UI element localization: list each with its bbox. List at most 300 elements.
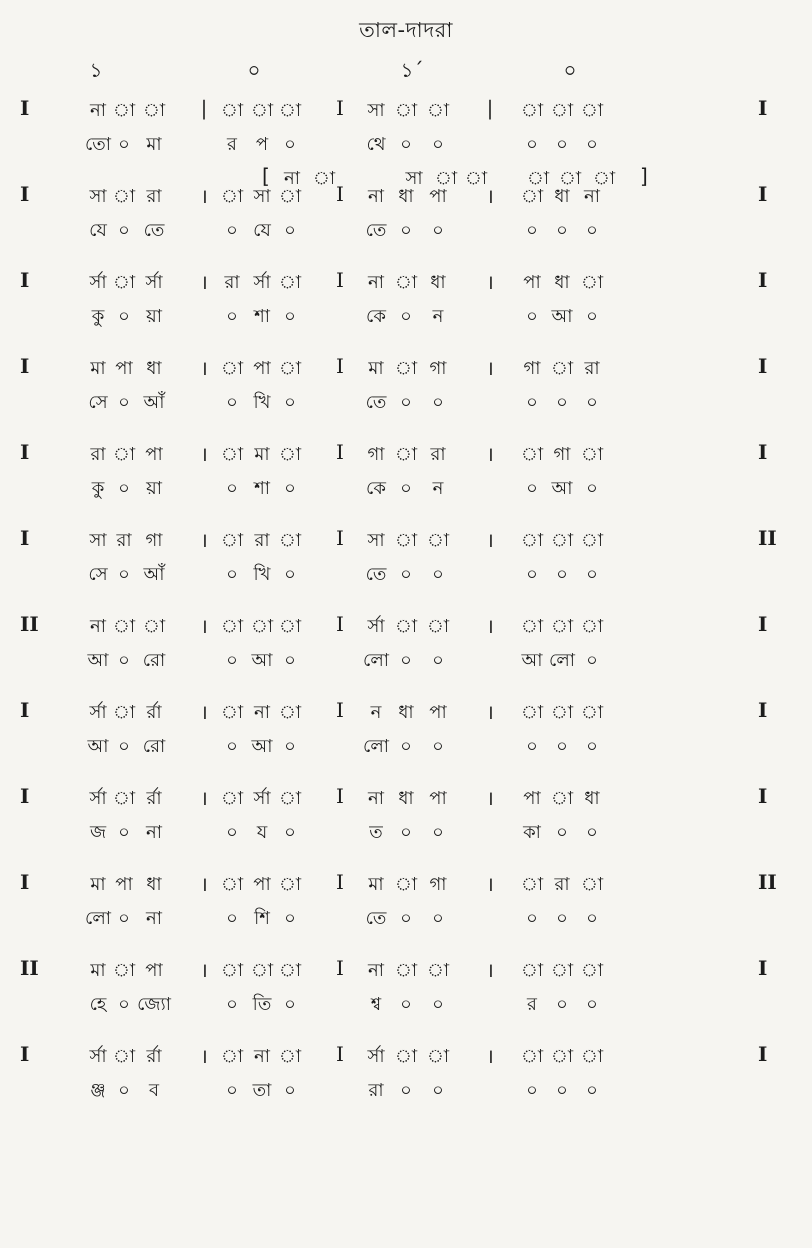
note-cell: া xyxy=(550,1046,574,1067)
lyric-cell: য xyxy=(256,822,268,843)
bar-line: I xyxy=(336,870,344,894)
lyric-cell: ০ xyxy=(432,822,444,843)
bar-line: I xyxy=(336,526,344,550)
note-cell: া xyxy=(520,444,544,465)
lyric-cell: তে xyxy=(365,392,387,413)
lyric-cell: ০ xyxy=(586,650,598,671)
note-cell: া xyxy=(278,874,302,895)
note-cell: া xyxy=(250,960,274,981)
note-cell: না xyxy=(90,100,106,121)
lyric-cell: ০ xyxy=(400,564,412,585)
lyric-cell: ০ xyxy=(556,564,568,585)
note-cell: া xyxy=(220,788,244,809)
note-cell: া xyxy=(394,616,418,637)
lyric-cell: শ্ব xyxy=(370,994,382,1015)
lyric-cell: ০ xyxy=(284,134,296,155)
bar-line: । xyxy=(200,958,208,982)
note-cell: র্সা xyxy=(253,788,271,809)
note-cell: া xyxy=(142,616,166,637)
note-cell: সা xyxy=(367,530,385,551)
lyric-cell: ০ xyxy=(284,994,296,1015)
lyric-cell: থে xyxy=(366,134,386,155)
lyric-cell: ০ xyxy=(118,564,130,585)
note-cell: মা xyxy=(368,874,384,895)
note-cell: গা xyxy=(553,444,571,465)
note-cell: া xyxy=(426,100,450,121)
notation-block xyxy=(0,956,812,1042)
lyric-cell: লো xyxy=(363,736,389,757)
note-cell: ধা xyxy=(554,272,570,293)
bar-line: । xyxy=(200,786,208,810)
bar-line: I xyxy=(336,440,344,464)
note-cell: া xyxy=(394,960,418,981)
lyric-cell: তে xyxy=(365,908,387,929)
lyric-cell: ০ xyxy=(284,478,296,499)
notation-block xyxy=(0,526,812,612)
note-cell: ধা xyxy=(146,874,162,895)
note-cell: া xyxy=(112,702,136,723)
note-cell: র্সা xyxy=(253,272,271,293)
bar-line: । xyxy=(486,614,494,638)
lyric-cell: ০ xyxy=(526,478,538,499)
note-cell: া xyxy=(520,702,544,723)
bar-line: । xyxy=(200,872,208,896)
lyric-cell: ০ xyxy=(526,306,538,327)
note-cell: া xyxy=(250,616,274,637)
lyric-cell: আঁ xyxy=(143,564,165,585)
bar-line: I xyxy=(336,784,344,808)
lyric-cell: ব xyxy=(148,1080,160,1101)
lyric-cell: আ xyxy=(251,650,273,671)
lyric-cell: ০ xyxy=(118,392,130,413)
alt-note-cell: া xyxy=(558,168,582,189)
note-cell: া xyxy=(550,358,574,379)
note-cell: পা xyxy=(523,788,541,809)
note-cell: রা xyxy=(146,186,162,207)
lyric-cell: ০ xyxy=(400,306,412,327)
note-cell: া xyxy=(520,530,544,551)
note-cell: র্রা xyxy=(146,702,162,723)
lyric-cell: ০ xyxy=(284,736,296,757)
tala-mark: ০ xyxy=(247,58,261,82)
bar-line: । xyxy=(486,356,494,380)
block-start-bar: II xyxy=(20,612,39,636)
bar-line: । xyxy=(486,270,494,294)
alt-note-cell: া xyxy=(592,168,616,189)
lyric-cell: লো xyxy=(363,650,389,671)
note-cell: সা xyxy=(253,186,271,207)
lyric-cell: ০ xyxy=(432,134,444,155)
note-cell: া xyxy=(550,616,574,637)
alt-note-cell: সা xyxy=(405,168,423,189)
lyric-cell: রো xyxy=(142,736,166,757)
lyric-cell: ০ xyxy=(432,1080,444,1101)
note-cell: া xyxy=(426,960,450,981)
lyric-cell: ০ xyxy=(400,478,412,499)
note-cell: না xyxy=(90,616,106,637)
lyric-cell: ০ xyxy=(226,736,238,757)
note-cell: র্সা xyxy=(145,272,163,293)
bar-line: I xyxy=(336,1042,344,1066)
note-cell: া xyxy=(112,444,136,465)
note-cell: া xyxy=(520,616,544,637)
bar-line: । xyxy=(486,528,494,552)
note-cell: গা xyxy=(523,358,541,379)
note-cell: া xyxy=(112,788,136,809)
note-cell: া xyxy=(220,616,244,637)
note-cell: া xyxy=(278,616,302,637)
block-start-bar: I xyxy=(20,698,30,722)
note-cell: পা xyxy=(253,358,271,379)
lyric-cell: ০ xyxy=(118,220,130,241)
lyric-cell: খি xyxy=(253,392,271,413)
lyric-cell: সে xyxy=(88,392,108,413)
note-cell: ধা xyxy=(398,702,414,723)
lyric-cell: ০ xyxy=(586,1080,598,1101)
note-cell: রা xyxy=(224,272,240,293)
lyric-cell: ০ xyxy=(118,1080,130,1101)
note-cell: সা xyxy=(367,100,385,121)
note-cell: া xyxy=(220,702,244,723)
lyric-cell: ০ xyxy=(284,306,296,327)
notation-block xyxy=(0,354,812,440)
lyric-cell: ০ xyxy=(586,994,598,1015)
lyric-cell: ০ xyxy=(226,478,238,499)
lyric-cell: ০ xyxy=(432,564,444,585)
lyric-cell: রা xyxy=(368,1080,384,1101)
lyric-cell: আ xyxy=(87,650,109,671)
lyric-cell: ০ xyxy=(226,306,238,327)
lyric-cell: ০ xyxy=(400,134,412,155)
tala-mark: ০ xyxy=(563,58,577,82)
bar-line: I xyxy=(336,698,344,722)
lyric-cell: র xyxy=(527,994,537,1015)
note-cell: ধা xyxy=(398,186,414,207)
note-cell: না xyxy=(584,186,600,207)
lyric-cell: ০ xyxy=(284,908,296,929)
lyric-cell: ০ xyxy=(118,822,130,843)
lyric-cell: ০ xyxy=(526,564,538,585)
lyric-cell: ০ xyxy=(586,564,598,585)
lyric-cell: হে xyxy=(89,994,107,1015)
block-end-bar: II xyxy=(758,526,777,550)
lyric-cell: ০ xyxy=(400,220,412,241)
notation-block xyxy=(0,182,812,268)
lyric-cell: ০ xyxy=(432,220,444,241)
alt-bracket: ] xyxy=(640,164,648,188)
notation-block xyxy=(0,698,812,784)
lyric-cell: ০ xyxy=(586,306,598,327)
page-title: তাল-দাদরা xyxy=(359,18,453,42)
lyric-cell: যে xyxy=(253,220,271,241)
note-cell: া xyxy=(394,530,418,551)
lyric-cell: লো xyxy=(549,650,575,671)
bar-line: । xyxy=(486,184,494,208)
lyric-cell: যে xyxy=(89,220,107,241)
lyric-cell: তো xyxy=(84,134,112,155)
lyric-cell: ০ xyxy=(586,392,598,413)
note-cell: া xyxy=(220,186,244,207)
lyric-cell: লো xyxy=(85,908,111,929)
note-cell: পা xyxy=(115,874,133,895)
lyric-cell: ০ xyxy=(400,994,412,1015)
lyric-cell: ০ xyxy=(526,134,538,155)
bar-line: । xyxy=(200,1044,208,1068)
note-cell: া xyxy=(394,100,418,121)
bar-line: | xyxy=(486,96,494,120)
lyric-cell: তে xyxy=(365,220,387,241)
note-cell: গা xyxy=(367,444,385,465)
lyric-cell: আঁ xyxy=(143,392,165,413)
lyric-cell: না xyxy=(146,822,162,843)
lyric-cell: রো xyxy=(142,650,166,671)
note-cell: া xyxy=(112,616,136,637)
bar-line: । xyxy=(200,614,208,638)
note-cell: পা xyxy=(429,788,447,809)
bar-line: I xyxy=(336,96,344,120)
block-start-bar: I xyxy=(20,354,30,378)
lyric-cell: ০ xyxy=(118,908,130,929)
note-cell: া xyxy=(220,358,244,379)
bar-line: I xyxy=(336,354,344,378)
lyric-cell: ০ xyxy=(526,908,538,929)
lyric-cell: কু xyxy=(91,306,105,327)
note-cell: া xyxy=(220,960,244,981)
note-cell: া xyxy=(278,788,302,809)
lyric-cell: ০ xyxy=(556,1080,568,1101)
note-cell: া xyxy=(550,530,574,551)
lyric-cell: তে xyxy=(143,220,165,241)
lyric-cell: ত xyxy=(369,822,383,843)
tala-mark: ১ xyxy=(89,58,103,82)
note-cell: া xyxy=(550,788,574,809)
lyric-cell: জ্যো xyxy=(137,994,171,1015)
note-cell: ধা xyxy=(554,186,570,207)
lyric-cell: শি xyxy=(254,908,270,929)
block-end-bar: I xyxy=(758,440,768,464)
note-cell: া xyxy=(520,186,544,207)
lyric-cell: ০ xyxy=(118,306,130,327)
lyric-cell: ০ xyxy=(556,994,568,1015)
note-cell: পা xyxy=(429,186,447,207)
lyric-cell: ০ xyxy=(226,220,238,241)
lyric-cell: ০ xyxy=(556,822,568,843)
lyric-cell: ০ xyxy=(118,994,130,1015)
bar-line: । xyxy=(486,872,494,896)
notation-block xyxy=(0,268,812,354)
alt-note-cell: া xyxy=(312,168,336,189)
lyric-cell: ০ xyxy=(586,908,598,929)
note-cell: া xyxy=(394,444,418,465)
block-start-bar: I xyxy=(20,182,30,206)
blank-margin xyxy=(0,1150,812,1248)
notation-block xyxy=(0,784,812,870)
note-cell: া xyxy=(550,702,574,723)
alt-note-cell: া xyxy=(526,168,550,189)
note-cell: া xyxy=(220,444,244,465)
lyric-cell: কা xyxy=(523,822,541,843)
bar-line: I xyxy=(336,956,344,980)
block-end-bar: I xyxy=(758,784,768,808)
lyric-cell: ০ xyxy=(226,822,238,843)
tala-mark: ১´ xyxy=(400,58,424,82)
lyric-cell: ঞ্জ xyxy=(90,1080,106,1101)
lyric-cell: তা xyxy=(252,1080,272,1101)
bar-line: । xyxy=(486,700,494,724)
note-cell: পা xyxy=(429,702,447,723)
bar-line: । xyxy=(200,442,208,466)
bar-line: । xyxy=(200,356,208,380)
notation-block xyxy=(0,96,812,189)
note-cell: া xyxy=(278,530,302,551)
lyric-cell: ০ xyxy=(400,650,412,671)
note-cell: ধা xyxy=(430,272,446,293)
note-cell: া xyxy=(520,100,544,121)
note-cell: া xyxy=(426,616,450,637)
note-cell: া xyxy=(580,530,604,551)
alt-note-cell: না xyxy=(284,168,300,189)
note-cell: া xyxy=(520,874,544,895)
bar-line: I xyxy=(336,268,344,292)
block-end-bar: I xyxy=(758,698,768,722)
lyric-cell: ০ xyxy=(586,822,598,843)
note-cell: র্সা xyxy=(89,1046,107,1067)
lyric-cell: ০ xyxy=(432,908,444,929)
note-cell: গা xyxy=(145,530,163,551)
note-cell: া xyxy=(278,1046,302,1067)
lyric-cell: য়া xyxy=(146,306,162,327)
note-cell: গা xyxy=(429,358,447,379)
note-cell: পা xyxy=(115,358,133,379)
block-start-bar: I xyxy=(20,96,30,120)
lyric-cell: তি xyxy=(252,994,272,1015)
lyric-cell: ০ xyxy=(432,650,444,671)
lyric-cell: ০ xyxy=(556,392,568,413)
bar-line: । xyxy=(486,1044,494,1068)
note-cell: রা xyxy=(554,874,570,895)
note-cell: মা xyxy=(368,358,384,379)
note-cell: া xyxy=(394,272,418,293)
lyric-cell: ০ xyxy=(226,564,238,585)
block-start-bar: I xyxy=(20,440,30,464)
note-cell: া xyxy=(220,1046,244,1067)
lyric-cell: ০ xyxy=(400,1080,412,1101)
lyric-cell: ০ xyxy=(586,220,598,241)
lyric-cell: ০ xyxy=(526,736,538,757)
note-cell: র্রা xyxy=(146,788,162,809)
lyric-cell: ন xyxy=(432,306,444,327)
lyric-cell: ০ xyxy=(432,392,444,413)
note-cell: া xyxy=(550,960,574,981)
lyric-cell: ০ xyxy=(556,220,568,241)
block-start-bar: I xyxy=(20,526,30,550)
lyric-cell: প xyxy=(255,134,269,155)
bar-line: । xyxy=(486,958,494,982)
lyric-cell: তে xyxy=(365,564,387,585)
notation-block xyxy=(0,1042,812,1128)
lyric-cell: শা xyxy=(254,478,270,499)
note-cell: া xyxy=(142,100,166,121)
note-cell: পা xyxy=(145,444,163,465)
note-cell: সা xyxy=(89,530,107,551)
lyric-cell: আ xyxy=(251,736,273,757)
lyric-cell: ০ xyxy=(118,736,130,757)
note-cell: া xyxy=(112,960,136,981)
note-cell: া xyxy=(250,100,274,121)
note-cell: া xyxy=(278,702,302,723)
note-cell: ধা xyxy=(398,788,414,809)
note-cell: র্সা xyxy=(89,272,107,293)
block-end-bar: I xyxy=(758,354,768,378)
lyric-cell: আ xyxy=(551,306,573,327)
lyric-cell: ০ xyxy=(400,822,412,843)
note-cell: গা xyxy=(429,874,447,895)
lyric-cell: ০ xyxy=(432,736,444,757)
note-cell: া xyxy=(580,272,604,293)
block-end-bar: I xyxy=(758,182,768,206)
note-cell: ধা xyxy=(584,788,600,809)
lyric-cell: র xyxy=(227,134,237,155)
lyric-cell: জ xyxy=(89,822,107,843)
note-cell: া xyxy=(278,100,302,121)
block-end-bar: I xyxy=(758,1042,768,1066)
note-cell: না xyxy=(368,272,384,293)
lyric-cell: ০ xyxy=(400,736,412,757)
note-cell: া xyxy=(278,358,302,379)
block-end-bar: I xyxy=(758,956,768,980)
alt-bracket: [ xyxy=(262,164,270,188)
note-cell: া xyxy=(220,874,244,895)
lyric-cell: আ xyxy=(521,650,543,671)
note-cell: র্সা xyxy=(367,1046,385,1067)
note-cell: মা xyxy=(90,874,106,895)
note-cell: পা xyxy=(253,874,271,895)
alt-note-cell: া xyxy=(434,168,458,189)
note-cell: া xyxy=(220,530,244,551)
note-cell: া xyxy=(580,1046,604,1067)
lyric-cell: ০ xyxy=(226,1080,238,1101)
lyric-cell: ০ xyxy=(526,220,538,241)
note-cell: া xyxy=(112,186,136,207)
note-cell: া xyxy=(394,1046,418,1067)
lyric-cell: আ xyxy=(551,478,573,499)
note-cell: পা xyxy=(145,960,163,981)
block-end-bar: I xyxy=(758,96,768,120)
note-cell: না xyxy=(254,1046,270,1067)
note-cell: মা xyxy=(254,444,270,465)
note-cell: ন xyxy=(370,702,382,723)
lyric-cell: ০ xyxy=(284,1080,296,1101)
bar-line: । xyxy=(486,786,494,810)
note-cell: র্রা xyxy=(146,1046,162,1067)
notation-block xyxy=(0,612,812,698)
lyric-cell: সে xyxy=(88,564,108,585)
lyric-cell: ০ xyxy=(400,908,412,929)
lyric-cell: না xyxy=(146,908,162,929)
bar-line: । xyxy=(200,184,208,208)
lyric-cell: আ xyxy=(87,736,109,757)
lyric-cell: ০ xyxy=(226,392,238,413)
note-cell: রা xyxy=(90,444,106,465)
lyric-cell: ০ xyxy=(226,994,238,1015)
lyric-cell: ০ xyxy=(284,392,296,413)
note-cell: া xyxy=(278,960,302,981)
lyric-cell: ০ xyxy=(284,220,296,241)
note-cell: পা xyxy=(523,272,541,293)
lyric-cell: ০ xyxy=(556,736,568,757)
note-cell: া xyxy=(580,100,604,121)
lyric-cell: ০ xyxy=(586,736,598,757)
